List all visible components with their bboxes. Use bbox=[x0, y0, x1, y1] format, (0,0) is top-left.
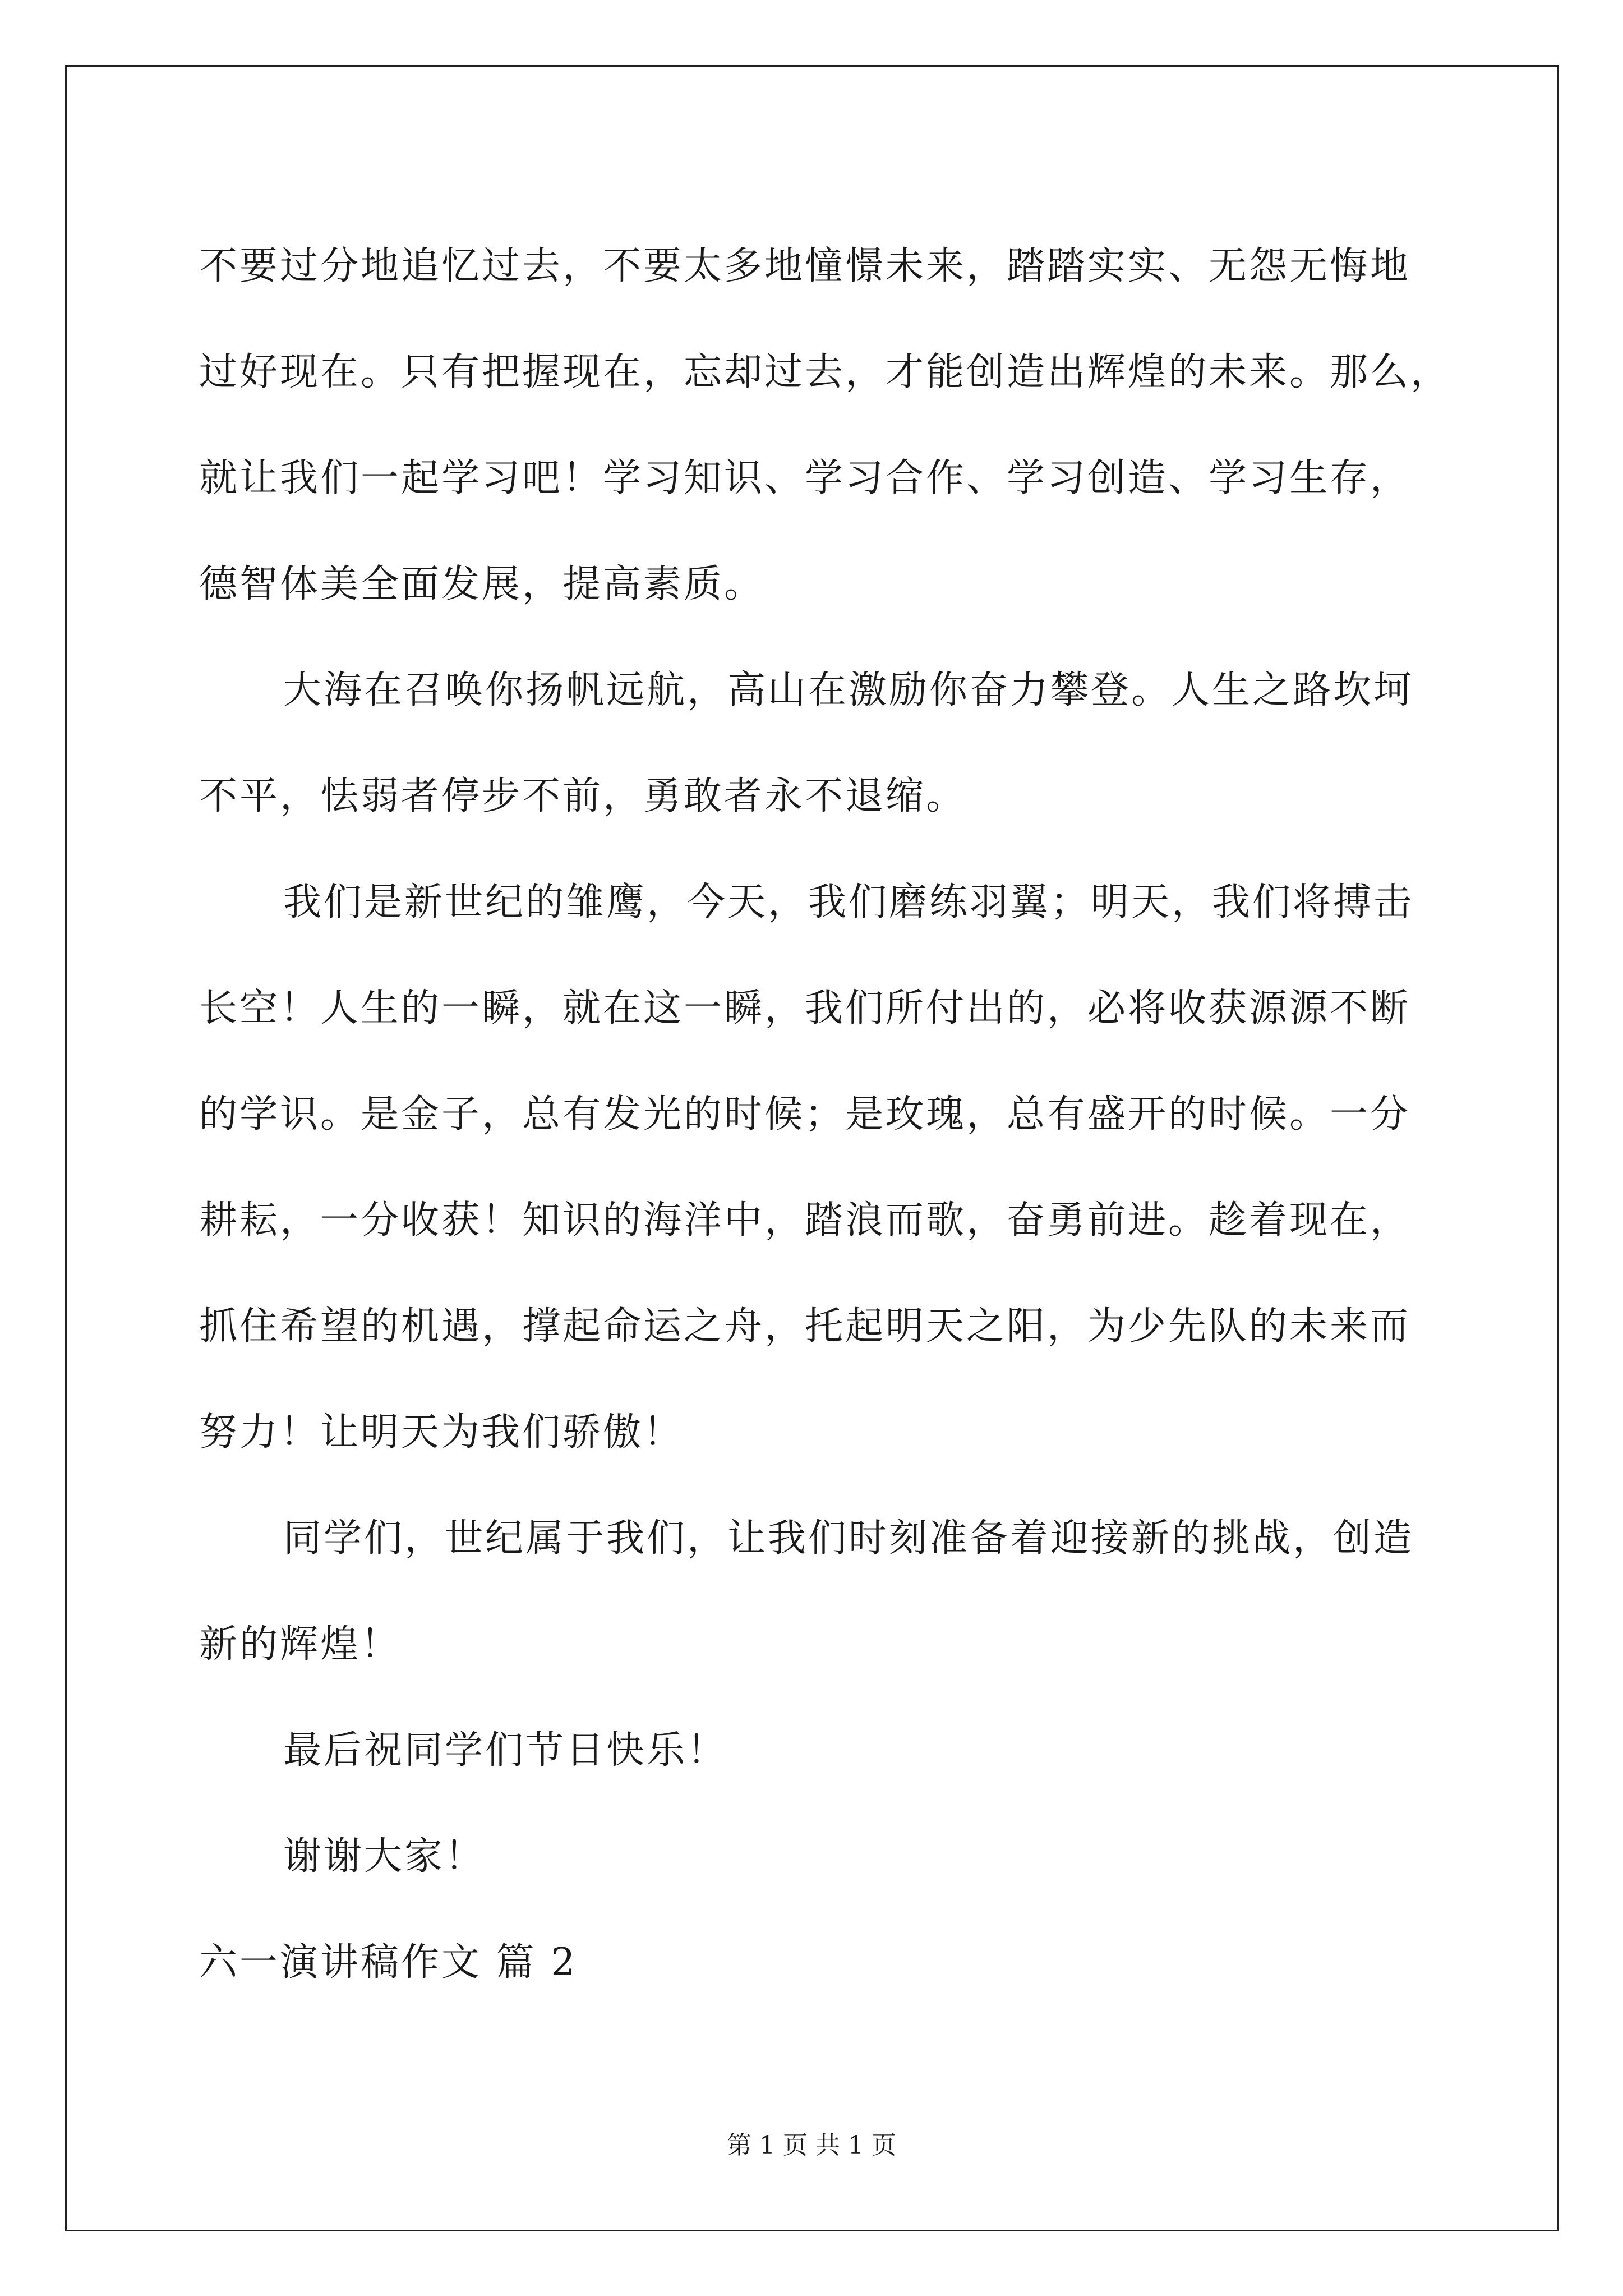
paragraph-line: 长空！人生的一瞬，就在这一瞬，我们所付出的，必将收获源源不断 bbox=[199, 986, 1411, 1030]
paragraph bbox=[199, 1803, 1455, 1910]
paragraph bbox=[199, 849, 1455, 1485]
paragraph-line: 同学们，世纪属于我们，让我们时刻准备着迎接新的挑战，创造 bbox=[283, 1516, 1414, 1561]
paragraph-line: 谢谢大家！ bbox=[283, 1834, 486, 1879]
document-body bbox=[199, 213, 1455, 2016]
paragraph-line: 不平，怯弱者停步不前，勇敢者永不退缩。 bbox=[199, 774, 967, 818]
paragraph bbox=[199, 1485, 1455, 1697]
paragraph-line: 大海在召唤你扬帆远航，高山在激励你奋力攀登。人生之路坎坷 bbox=[283, 668, 1414, 712]
paragraph-line: 耕耘，一分收获！知识的海洋中，踏浪而歌，奋勇前进。趁着现在， bbox=[199, 1198, 1411, 1243]
paragraph-line: 就让我们一起学习吧！学习知识、学习合作、学习创造、学习生存， bbox=[199, 456, 1411, 500]
paragraph-line: 我们是新世纪的雏鹰，今天，我们磨练羽翼；明天，我们将搏击 bbox=[283, 880, 1414, 924]
paragraph-line: 新的辉煌！ bbox=[199, 1622, 402, 1667]
paragraph bbox=[199, 637, 1455, 849]
page-number-footer: 第 1 页 共 1 页 bbox=[727, 2131, 896, 2160]
paragraph bbox=[199, 213, 1455, 637]
paragraph-line: 不要过分地追忆过去，不要太多地憧憬未来，踏踏实实、无怨无悔地 bbox=[199, 244, 1411, 288]
paragraph-line: 抓住希望的机遇，撑起命运之舟，托起明天之阳，为少先队的未来而 bbox=[199, 1304, 1411, 1349]
paragraph-line: 的学识。是金子，总有发光的时候；是玫瑰，总有盛开的时候。一分 bbox=[199, 1092, 1411, 1137]
paragraph-line: 最后祝同学们节日快乐！ bbox=[283, 1728, 728, 1773]
paragraph-line: 努力！让明天为我们骄傲！ bbox=[199, 1410, 684, 1455]
section-heading: 六一演讲稿作文 篇 2 bbox=[199, 1940, 578, 1985]
paragraph bbox=[199, 1697, 1455, 1803]
paragraph-line: 过好现在。只有把握现在，忘却过去，才能创造出辉煌的未来。那么， bbox=[199, 350, 1451, 394]
paragraph-line: 德智体美全面发展，提高素质。 bbox=[199, 562, 765, 606]
